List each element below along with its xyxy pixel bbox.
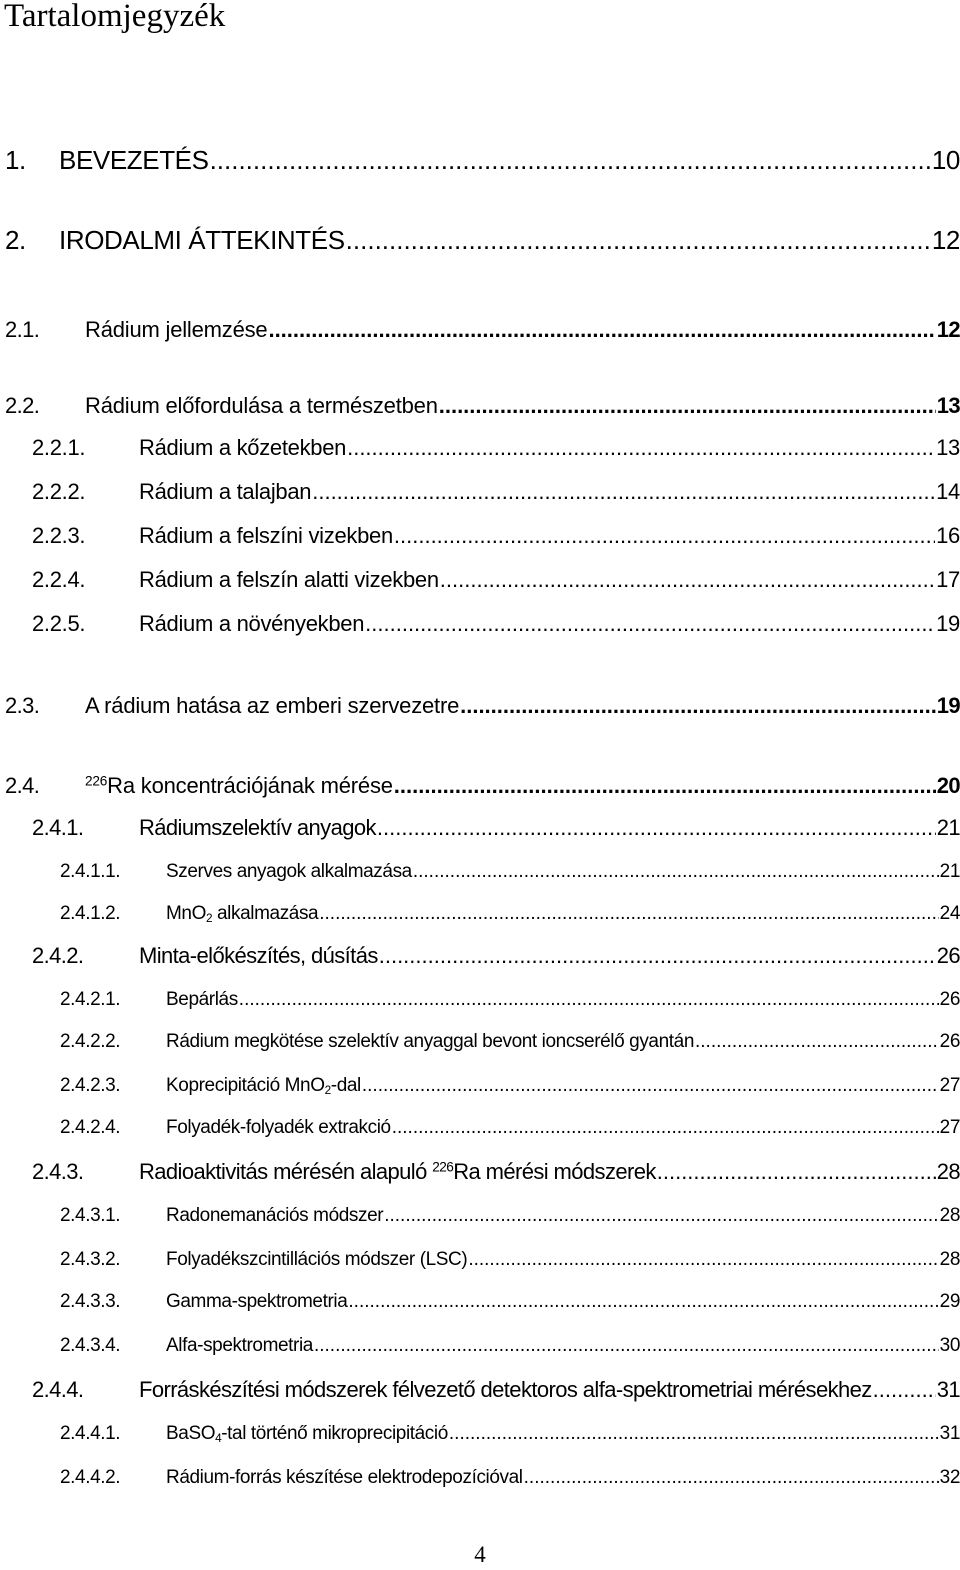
toc-entry-number: 2.4.2.3. <box>60 1075 121 1096</box>
toc-entry-page: 28 <box>939 1205 960 1226</box>
toc-entry[interactable] <box>5 393 960 419</box>
toc-entry[interactable] <box>60 1249 960 1271</box>
toc-entry[interactable] <box>5 693 960 719</box>
page-title: Tartalomjegyzék <box>4 0 226 34</box>
toc-entry-title <box>139 479 311 505</box>
toc-entry[interactable] <box>60 1075 960 1097</box>
toc-entry-number: 2.4.4. <box>32 1377 84 1402</box>
toc-entry-title-text: Alfa-spektrometria <box>166 1335 313 1356</box>
toc-entry-page: 26 <box>936 943 960 968</box>
toc-entry-title <box>166 989 238 1011</box>
toc-entry[interactable] <box>60 1335 960 1357</box>
toc-entry-page: 19 <box>936 611 960 636</box>
toc-entry-number: 2.4.4.1. <box>60 1423 121 1444</box>
toc-entry-page: 13 <box>936 435 960 460</box>
toc-entry-page: 21 <box>936 815 960 840</box>
toc-dot-leader <box>384 1205 938 1227</box>
toc-entry-number: 2.2.1. <box>32 435 86 460</box>
toc-entry[interactable] <box>32 567 960 593</box>
toc-entry-title-text: Koprecipitáció MnO <box>166 1075 325 1096</box>
toc-entry-title-text: Rádium jellemzése <box>85 317 268 342</box>
toc-entry-title <box>139 611 364 637</box>
toc-entry[interactable] <box>32 1159 960 1185</box>
toc-entry-number: 2.4.2. <box>32 943 84 968</box>
toc-entry-title <box>166 1031 694 1053</box>
toc-entry-title <box>166 1117 391 1139</box>
toc-entry-title <box>59 145 209 176</box>
toc-entry-title <box>85 693 459 719</box>
toc-entry[interactable] <box>32 523 960 549</box>
toc-entry-title-text: Rádium megkötése szelektív anyaggal bevont ioncserélő gyantán <box>166 1031 694 1052</box>
toc-entry-page: 26 <box>939 989 960 1010</box>
toc-entry-title <box>166 861 412 883</box>
toc-entry-title <box>85 393 438 419</box>
toc-entry[interactable] <box>60 1117 960 1139</box>
toc-entry-page: 29 <box>939 1291 960 1312</box>
toc-entry-title <box>166 903 318 925</box>
toc-entry-title <box>139 1159 656 1185</box>
toc-entry-page: 32 <box>939 1467 960 1488</box>
toc-entry-number: 2.4.3.3. <box>60 1291 121 1312</box>
toc-entry-page: 28 <box>936 1159 960 1184</box>
toc-entry-title-text: -dal <box>330 1075 361 1096</box>
toc-entry-page: 21 <box>939 861 960 882</box>
toc-entry-subscript: 2 <box>205 911 213 925</box>
toc-dot-leader <box>440 567 935 593</box>
toc-entry-title <box>139 943 378 969</box>
toc-entry-title <box>139 567 439 593</box>
toc-entry-page: 17 <box>936 567 960 592</box>
toc-entry-page: 12 <box>931 224 960 255</box>
toc-entry-title-text: Rádium előfordulása a természetben <box>85 393 438 418</box>
toc-entry-number: 2.3. <box>5 693 40 718</box>
toc-entry-title-text: Rádium-forrás készítése elektrodepozícióval <box>166 1467 523 1488</box>
toc-entry-number: 2.4.3. <box>32 1159 84 1184</box>
toc-dot-leader <box>348 1291 938 1313</box>
toc-entry-title <box>85 773 393 799</box>
toc-entry-title-text: Radonemanációs módszer <box>166 1205 384 1226</box>
toc-entry-title-text: -tal történő mikroprecipitáció <box>221 1423 448 1444</box>
toc-dot-leader <box>347 435 935 461</box>
page-number: 4 <box>474 1542 486 1567</box>
toc-entry-page: 30 <box>939 1335 960 1356</box>
toc-entry-title <box>166 1249 467 1271</box>
toc-dot-leader <box>657 1159 936 1185</box>
toc-entry-number: 1. <box>5 144 26 175</box>
toc-entry-number: 2.2.3. <box>32 523 86 548</box>
toc-entry-number: 2.4.1.2. <box>60 903 121 924</box>
toc-dot-leader <box>695 1031 939 1053</box>
toc-entry-number: 2.4.2.1. <box>60 989 121 1010</box>
toc-entry-title-text: IRODALMI ÁTTEKINTÉS <box>59 224 345 255</box>
toc-entry-title <box>85 317 267 343</box>
toc-entry-title-text: BEVEZETÉS <box>59 144 209 175</box>
toc-entry-title <box>166 1423 448 1445</box>
toc-entry-number: 2.4.3.1. <box>60 1205 121 1226</box>
toc-entry-number: 2.4.3.4. <box>60 1335 121 1356</box>
toc-entry-title-text: Rádiumszelektív anyagok <box>139 815 376 840</box>
toc-entry-page: 28 <box>939 1249 960 1270</box>
toc-entry[interactable] <box>5 145 960 176</box>
toc-entry[interactable] <box>60 1031 960 1053</box>
toc-dot-leader <box>468 1249 938 1271</box>
toc-entry-subscript: 2 <box>324 1083 331 1097</box>
toc-entry-page: 20 <box>936 773 960 798</box>
toc-entry-title-text: Rádium a felszíni vizekben <box>139 523 393 548</box>
toc-entry-number: 2.4.3.2. <box>60 1249 121 1270</box>
toc-dot-leader <box>365 611 935 637</box>
toc-entry-title <box>166 1335 313 1357</box>
toc-entry[interactable] <box>60 903 960 925</box>
toc-entry-title-text: Rádium a talajban <box>139 479 312 504</box>
toc-entry-title-text: Rádium a kőzetekben <box>139 435 347 460</box>
toc-entry-title-text: A rádium hatása az emberi szervezetre <box>85 693 460 718</box>
toc-entry-number: 2.2.4. <box>32 567 86 592</box>
toc-entry-title-text: Bepárlás <box>166 989 238 1010</box>
toc-entry[interactable] <box>60 1467 960 1489</box>
toc-entry[interactable] <box>60 1423 960 1445</box>
toc-entry[interactable] <box>60 1291 960 1313</box>
toc-dot-leader <box>379 943 936 969</box>
toc-entry-page: 31 <box>936 1377 960 1402</box>
toc-entry[interactable] <box>5 225 960 256</box>
toc-entry-page: 14 <box>936 479 960 504</box>
toc-entry[interactable] <box>32 479 960 505</box>
toc-dot-leader <box>460 693 936 719</box>
toc-dot-leader <box>394 523 935 549</box>
toc-dot-leader <box>439 393 936 419</box>
toc-entry-page: 31 <box>939 1423 960 1444</box>
toc-dot-leader <box>314 1335 939 1357</box>
toc-dot-leader <box>319 903 938 925</box>
toc-entry[interactable] <box>60 989 960 1011</box>
toc-entry-title-text: MnO <box>166 903 206 924</box>
toc-entry-number: 2.2.5. <box>32 611 86 636</box>
toc-dot-leader <box>413 861 939 883</box>
toc-entry-page: 12 <box>936 317 960 342</box>
toc-entry[interactable] <box>32 1377 960 1403</box>
toc-entry-title <box>139 815 376 841</box>
toc-dot-leader <box>873 1377 936 1403</box>
toc-dot-leader <box>449 1423 939 1445</box>
toc-entry-title-text: Ra mérési módszerek <box>453 1159 656 1184</box>
toc-dot-leader <box>362 1075 939 1097</box>
toc-entry-title-text: Ra koncentrációjának mérése <box>107 773 393 798</box>
toc-entry-title-text: Minta-előkészítés, dúsítás <box>139 943 378 968</box>
toc-entry-number: 2.2. <box>5 393 40 418</box>
toc-entry-superscript: 226 <box>85 773 108 789</box>
toc-entry-number: 2.4.2.4. <box>60 1117 121 1138</box>
toc-entry-title <box>166 1291 347 1313</box>
toc-entry-page: 13 <box>936 393 960 418</box>
toc-entry-title <box>59 225 345 256</box>
toc-entry-number: 2.1. <box>5 317 40 342</box>
toc-entry-title-text: Folyadékszcintillációs módszer (LSC) <box>166 1249 468 1270</box>
toc-entry-title <box>166 1075 361 1097</box>
toc-dot-leader <box>312 479 935 505</box>
toc-entry[interactable] <box>60 1205 960 1227</box>
toc-entry-title-text: Forráskészítési módszerek félvezető detektoros alfa-spektrometriai mérésekhez <box>139 1377 872 1402</box>
toc-entry-page: 16 <box>936 523 960 548</box>
toc-entry[interactable] <box>32 943 960 969</box>
toc-entry[interactable] <box>5 317 960 343</box>
toc-entry-number: 2.4.1.1. <box>60 861 121 882</box>
toc-entry-title-text: alkalmazása <box>212 903 319 924</box>
toc-entry-number: 2.4.2.2. <box>60 1031 121 1052</box>
toc-entry-page: 24 <box>939 903 960 924</box>
toc-entry-page: 27 <box>939 1075 960 1096</box>
toc-entry-title-text: Gamma-spektrometria <box>166 1291 348 1312</box>
toc-entry-page: 19 <box>936 693 960 718</box>
toc-entry-number: 2.4.4.2. <box>60 1467 121 1488</box>
toc-dot-leader <box>524 1467 939 1489</box>
toc-entry-page: 26 <box>939 1031 960 1052</box>
toc-entry-number: 2.4.1. <box>32 815 84 840</box>
toc-entry-number: 2. <box>5 224 26 255</box>
toc-entry[interactable] <box>32 815 960 841</box>
toc-entry-title-text: Rádium a felszín alatti vizekben <box>139 567 439 592</box>
toc-dot-leader <box>239 989 939 1011</box>
toc-dot-leader <box>394 773 936 799</box>
toc-entry[interactable] <box>60 861 960 883</box>
toc-entry[interactable] <box>32 435 960 461</box>
toc-dot-leader <box>210 145 931 176</box>
toc-dot-leader <box>377 815 936 841</box>
toc-entry[interactable] <box>32 611 960 637</box>
toc-entry-page: 27 <box>939 1117 960 1138</box>
toc-entry-title <box>139 523 393 549</box>
toc-entry-number: 2.2.2. <box>32 479 86 504</box>
toc-entry-number: 2.4. <box>5 773 40 798</box>
toc-dot-leader <box>268 317 935 343</box>
toc-entry-title-text: Folyadék-folyadék extrakció <box>166 1117 391 1138</box>
toc-entry-title-text: BaSO <box>166 1423 216 1444</box>
toc-entry-page: 10 <box>931 144 960 175</box>
toc-entry-superscript: 226 <box>432 1159 454 1175</box>
toc-entry-title <box>139 1377 872 1403</box>
toc-entry-title-text: Radioaktivitás mérésén alapuló <box>139 1159 433 1184</box>
toc-entry[interactable] <box>5 773 960 799</box>
toc-entry-subscript: 4 <box>215 1431 222 1445</box>
toc-entry-title <box>166 1467 523 1489</box>
toc-entry-title <box>139 435 346 461</box>
toc-dot-leader <box>346 225 931 256</box>
toc-entry-title-text: Rádium a növényekben <box>139 611 365 636</box>
toc-dot-leader <box>392 1117 939 1139</box>
toc-entry-title-text: Szerves anyagok alkalmazása <box>166 861 412 882</box>
toc-entry-title <box>166 1205 383 1227</box>
